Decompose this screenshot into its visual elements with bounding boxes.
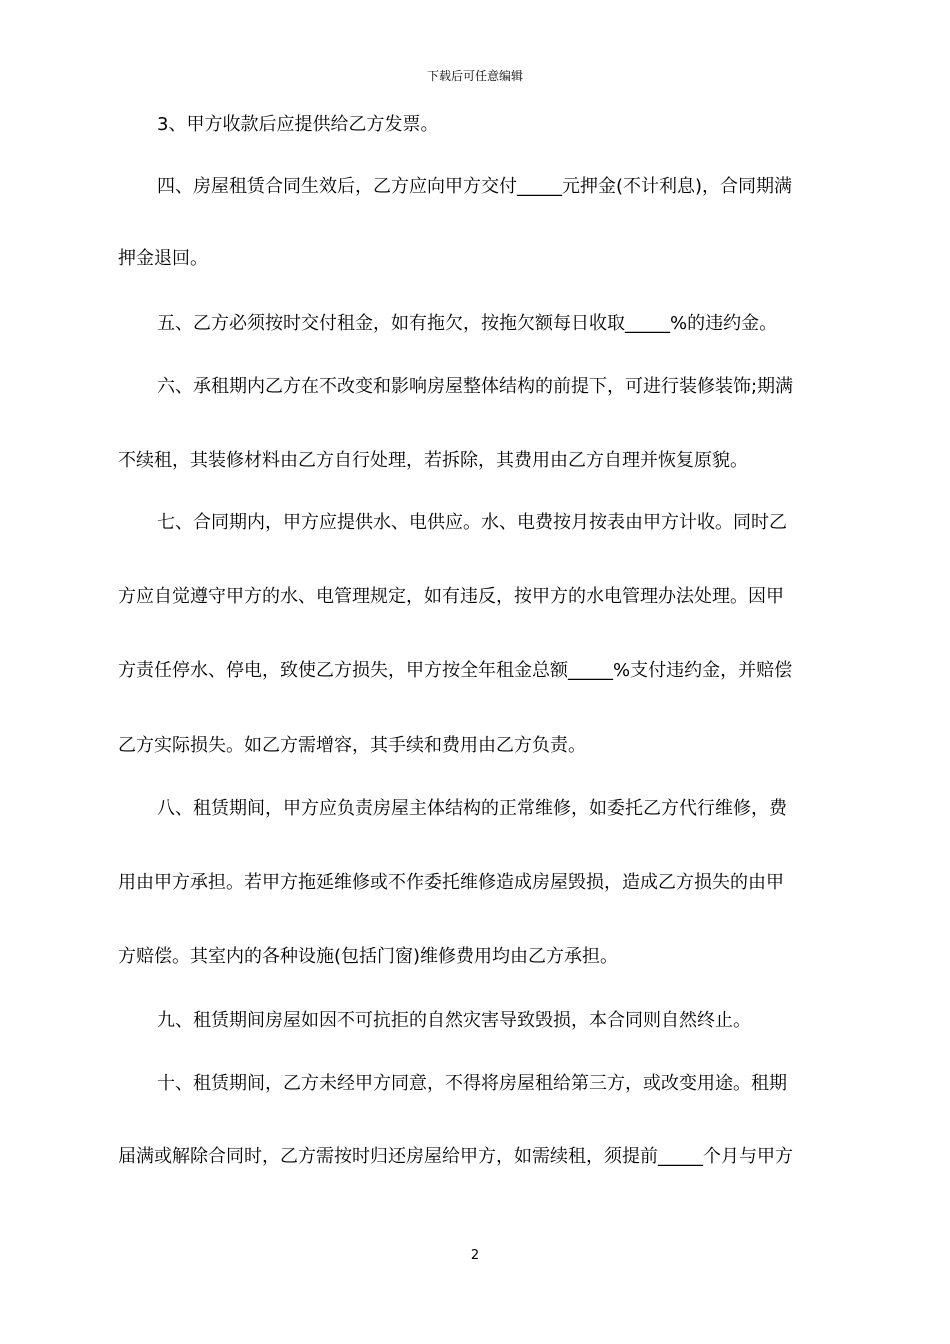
text-line: 九、租赁期间房屋如因不可抗拒的自然灾害导致毁损，本合同则自然终止。 xyxy=(157,1010,751,1031)
text-line: 方应自觉遵守甲方的水、电管理规定，如有违反，按甲方的水电管理办法处理。因甲 xyxy=(118,586,784,607)
text-line: 押金退回。 xyxy=(118,248,208,269)
text-line: 七、合同期内，甲方应提供水、电供应。水、电费按月按表由甲方计收。同时乙 xyxy=(157,512,787,533)
text-line: 方赔偿。其室内的各种设施(包括门窗)维修费用均由乙方承担。 xyxy=(118,946,619,967)
text-line: 方责任停水、停电，致使乙方损失，甲方按全年租金总额_____%支付违约金，并赔偿 xyxy=(118,660,793,681)
text-line: 五、乙方必须按时交付租金，如有拖欠，按拖欠额每日收取_____%的违约金。 xyxy=(157,313,778,334)
text-line: 乙方实际损失。如乙方需增容，其手续和费用由乙方负责。 xyxy=(118,735,586,756)
header-note: 下载后可任意编辑 xyxy=(426,69,523,83)
text-line: 不续租，其装修材料由乙方自行处理，若拆除，其费用由乙方自理并恢复原貌。 xyxy=(118,450,748,471)
text-line: 四、房屋租赁合同生效后，乙方应向甲方交付_____元押金(不计利息)，合同期满 xyxy=(157,176,793,197)
text-line: 八、租赁期间，甲方应负责房屋主体结构的正常维修，如委托乙方代行维修，费 xyxy=(157,798,787,819)
page-number: 2 xyxy=(470,1248,480,1263)
text-line: 用由甲方承担。若甲方拖延维修或不作委托维修造成房屋毁损，造成乙方损失的由甲 xyxy=(118,872,784,893)
text-line: 届满或解除合同时，乙方需按时归还房屋给甲方，如需续租，须提前_____个月与甲方 xyxy=(118,1146,793,1167)
text-line: 十、租赁期间，乙方未经甲方同意，不得将房屋租给第三方，或改变用途。租期 xyxy=(157,1073,787,1094)
text-line: 六、承租期内乙方在不改变和影响房屋整体结构的前提下，可进行装修装饰;期满 xyxy=(157,376,794,397)
text-line: 3、甲方收款后应提供给乙方发票。 xyxy=(157,114,439,135)
